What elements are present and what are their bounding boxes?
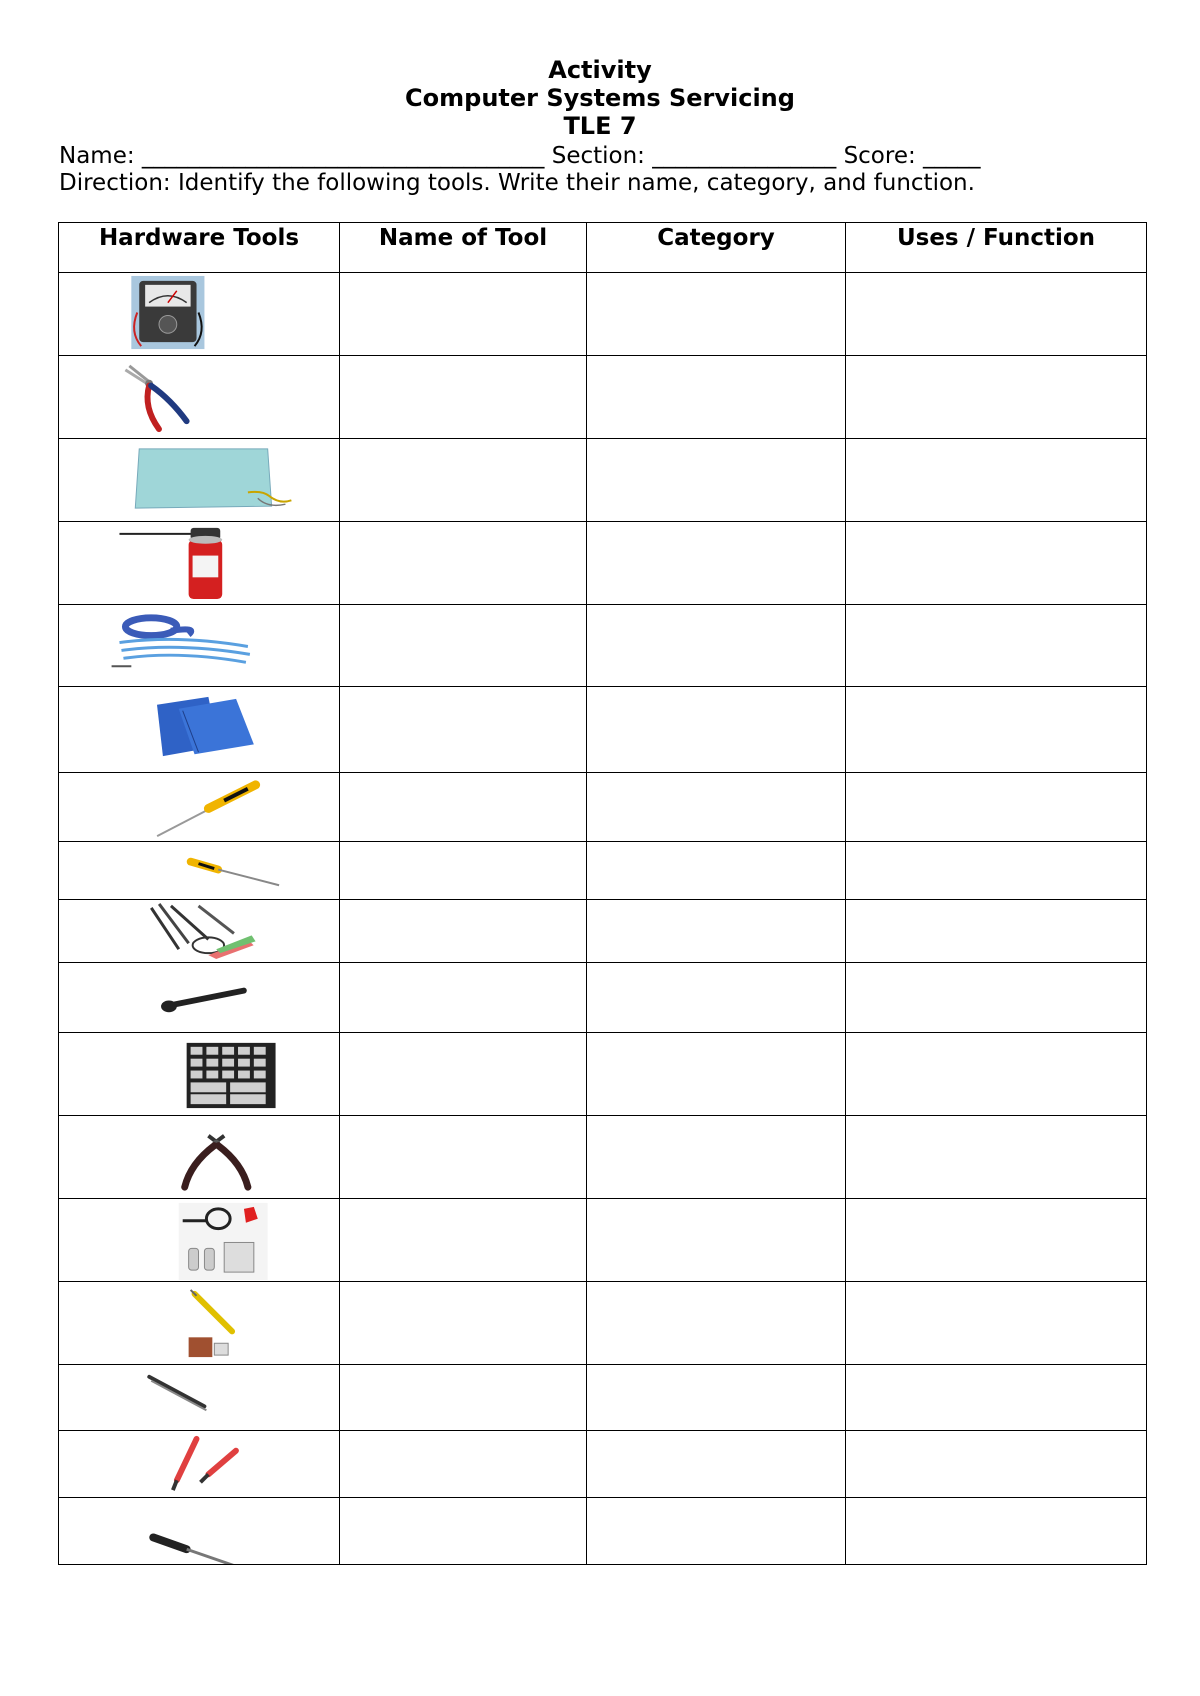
tool-image-cell (59, 842, 340, 900)
tool-image-cell (59, 439, 340, 522)
function-cell[interactable] (846, 1431, 1147, 1498)
table-row (59, 963, 1147, 1033)
category-cell[interactable] (587, 1199, 846, 1282)
name-cell[interactable] (340, 900, 587, 963)
loopback-adapter-icon (59, 1199, 339, 1281)
category-cell[interactable] (587, 1431, 846, 1498)
tool-image-cell (59, 1498, 340, 1565)
name-cell[interactable] (340, 1365, 587, 1431)
score-field[interactable]: Score: _____ (843, 143, 981, 169)
torx-screwdriver-icon (59, 1498, 339, 1564)
table-row (59, 1498, 1147, 1565)
function-cell[interactable] (846, 439, 1147, 522)
table-header-row (59, 223, 1147, 273)
tool-image-cell (59, 1365, 340, 1431)
name-cell[interactable] (340, 273, 587, 356)
function-cell[interactable] (846, 522, 1147, 605)
name-cell[interactable] (340, 687, 587, 773)
flat-head-screwdriver-icon (59, 773, 339, 841)
category-cell[interactable] (587, 522, 846, 605)
category-cell[interactable] (587, 963, 846, 1033)
name-cell[interactable] (340, 842, 587, 900)
tools-table (58, 222, 1147, 1565)
category-cell[interactable] (587, 439, 846, 522)
tone-generator-probe-icon (59, 1282, 339, 1364)
tool-image-cell (59, 273, 340, 356)
function-cell[interactable] (846, 356, 1147, 439)
function-cell[interactable] (846, 1033, 1147, 1116)
tool-image-cell (59, 687, 340, 773)
function-cell[interactable] (846, 1498, 1147, 1565)
tool-image-cell (59, 1431, 340, 1498)
tool-image-cell (59, 963, 340, 1033)
table-row (59, 439, 1147, 522)
table-row (59, 1431, 1147, 1498)
activity-title: Activity (548, 56, 652, 84)
function-cell[interactable] (846, 1199, 1147, 1282)
wire-cutter-icon (59, 1116, 339, 1198)
table-row (59, 605, 1147, 687)
table-row (59, 842, 1147, 900)
function-cell[interactable] (846, 963, 1147, 1033)
category-cell[interactable] (587, 1365, 846, 1431)
category-cell[interactable] (587, 1033, 846, 1116)
col-category: Category (587, 223, 846, 273)
direction-text: Direction: Identify the following tools. Write their name, category, and function. (59, 170, 975, 196)
subject-title: Computer Systems Servicing (405, 84, 795, 112)
tool-image-cell (59, 1199, 340, 1282)
name-cell[interactable] (340, 439, 587, 522)
table-row (59, 356, 1147, 439)
name-cell[interactable] (340, 522, 587, 605)
table-row (59, 522, 1147, 605)
table-row (59, 900, 1147, 963)
section-field[interactable]: Section: ________________ (551, 143, 837, 169)
function-cell[interactable] (846, 773, 1147, 842)
phillips-screwdriver-icon (59, 842, 339, 899)
category-cell[interactable] (587, 605, 846, 687)
tweezers-icon (59, 1365, 339, 1430)
col-name-of-tool: Name of Tool (340, 223, 587, 273)
function-cell[interactable] (846, 1116, 1147, 1199)
function-cell[interactable] (846, 687, 1147, 773)
name-cell[interactable] (340, 605, 587, 687)
table-row (59, 1365, 1147, 1431)
antistatic-mat-icon (59, 439, 339, 521)
name-cell[interactable] (340, 1199, 587, 1282)
col-uses-function: Uses / Function (846, 223, 1147, 273)
table-row (59, 1033, 1147, 1116)
col-hardware-tools: Hardware Tools (59, 223, 340, 273)
function-cell[interactable] (846, 1365, 1147, 1431)
student-info-line (59, 143, 981, 169)
category-cell[interactable] (587, 687, 846, 773)
lint-free-cloth-icon (59, 687, 339, 772)
name-cell[interactable] (340, 1431, 587, 1498)
tool-image-cell (59, 900, 340, 963)
tool-image-cell (59, 605, 340, 687)
tool-image-cell (59, 356, 340, 439)
function-cell[interactable] (846, 1282, 1147, 1365)
document-header (0, 56, 1200, 140)
tool-image-cell (59, 522, 340, 605)
name-cell[interactable] (340, 1498, 587, 1565)
needle-nose-pliers-icon (59, 356, 339, 438)
function-cell[interactable] (846, 842, 1147, 900)
multimeter-icon (59, 273, 339, 355)
function-cell[interactable] (846, 273, 1147, 356)
name-cell[interactable] (340, 356, 587, 439)
function-cell[interactable] (846, 605, 1147, 687)
name-cell[interactable] (340, 963, 587, 1033)
name-cell[interactable] (340, 1116, 587, 1199)
cable-ties-icon (59, 900, 339, 962)
tool-image-cell (59, 1282, 340, 1365)
table-row (59, 687, 1147, 773)
table-row (59, 273, 1147, 356)
name-cell[interactable] (340, 1033, 587, 1116)
nut-driver-icon (59, 963, 339, 1032)
tool-image-cell (59, 773, 340, 842)
category-cell[interactable] (587, 1116, 846, 1199)
table-row (59, 773, 1147, 842)
part-retriever-icon (59, 1431, 339, 1497)
category-cell[interactable] (587, 1498, 846, 1565)
antistatic-wrist-strap-icon (59, 605, 339, 686)
category-cell[interactable] (587, 773, 846, 842)
category-cell[interactable] (587, 900, 846, 963)
parts-organizer-icon (59, 1033, 339, 1115)
grade-title: TLE 7 (563, 112, 637, 140)
function-cell[interactable] (846, 900, 1147, 963)
name-cell[interactable] (340, 1282, 587, 1365)
table-row (59, 1116, 1147, 1199)
name-field[interactable]: Name: ___________________________________ (59, 143, 545, 169)
tool-image-cell (59, 1116, 340, 1199)
category-cell[interactable] (587, 273, 846, 356)
category-cell[interactable] (587, 842, 846, 900)
tool-image-cell (59, 1033, 340, 1116)
category-cell[interactable] (587, 356, 846, 439)
name-cell[interactable] (340, 773, 587, 842)
table-row (59, 1282, 1147, 1365)
table-row (59, 1199, 1147, 1282)
category-cell[interactable] (587, 1282, 846, 1365)
compressed-air-can-icon (59, 522, 339, 604)
